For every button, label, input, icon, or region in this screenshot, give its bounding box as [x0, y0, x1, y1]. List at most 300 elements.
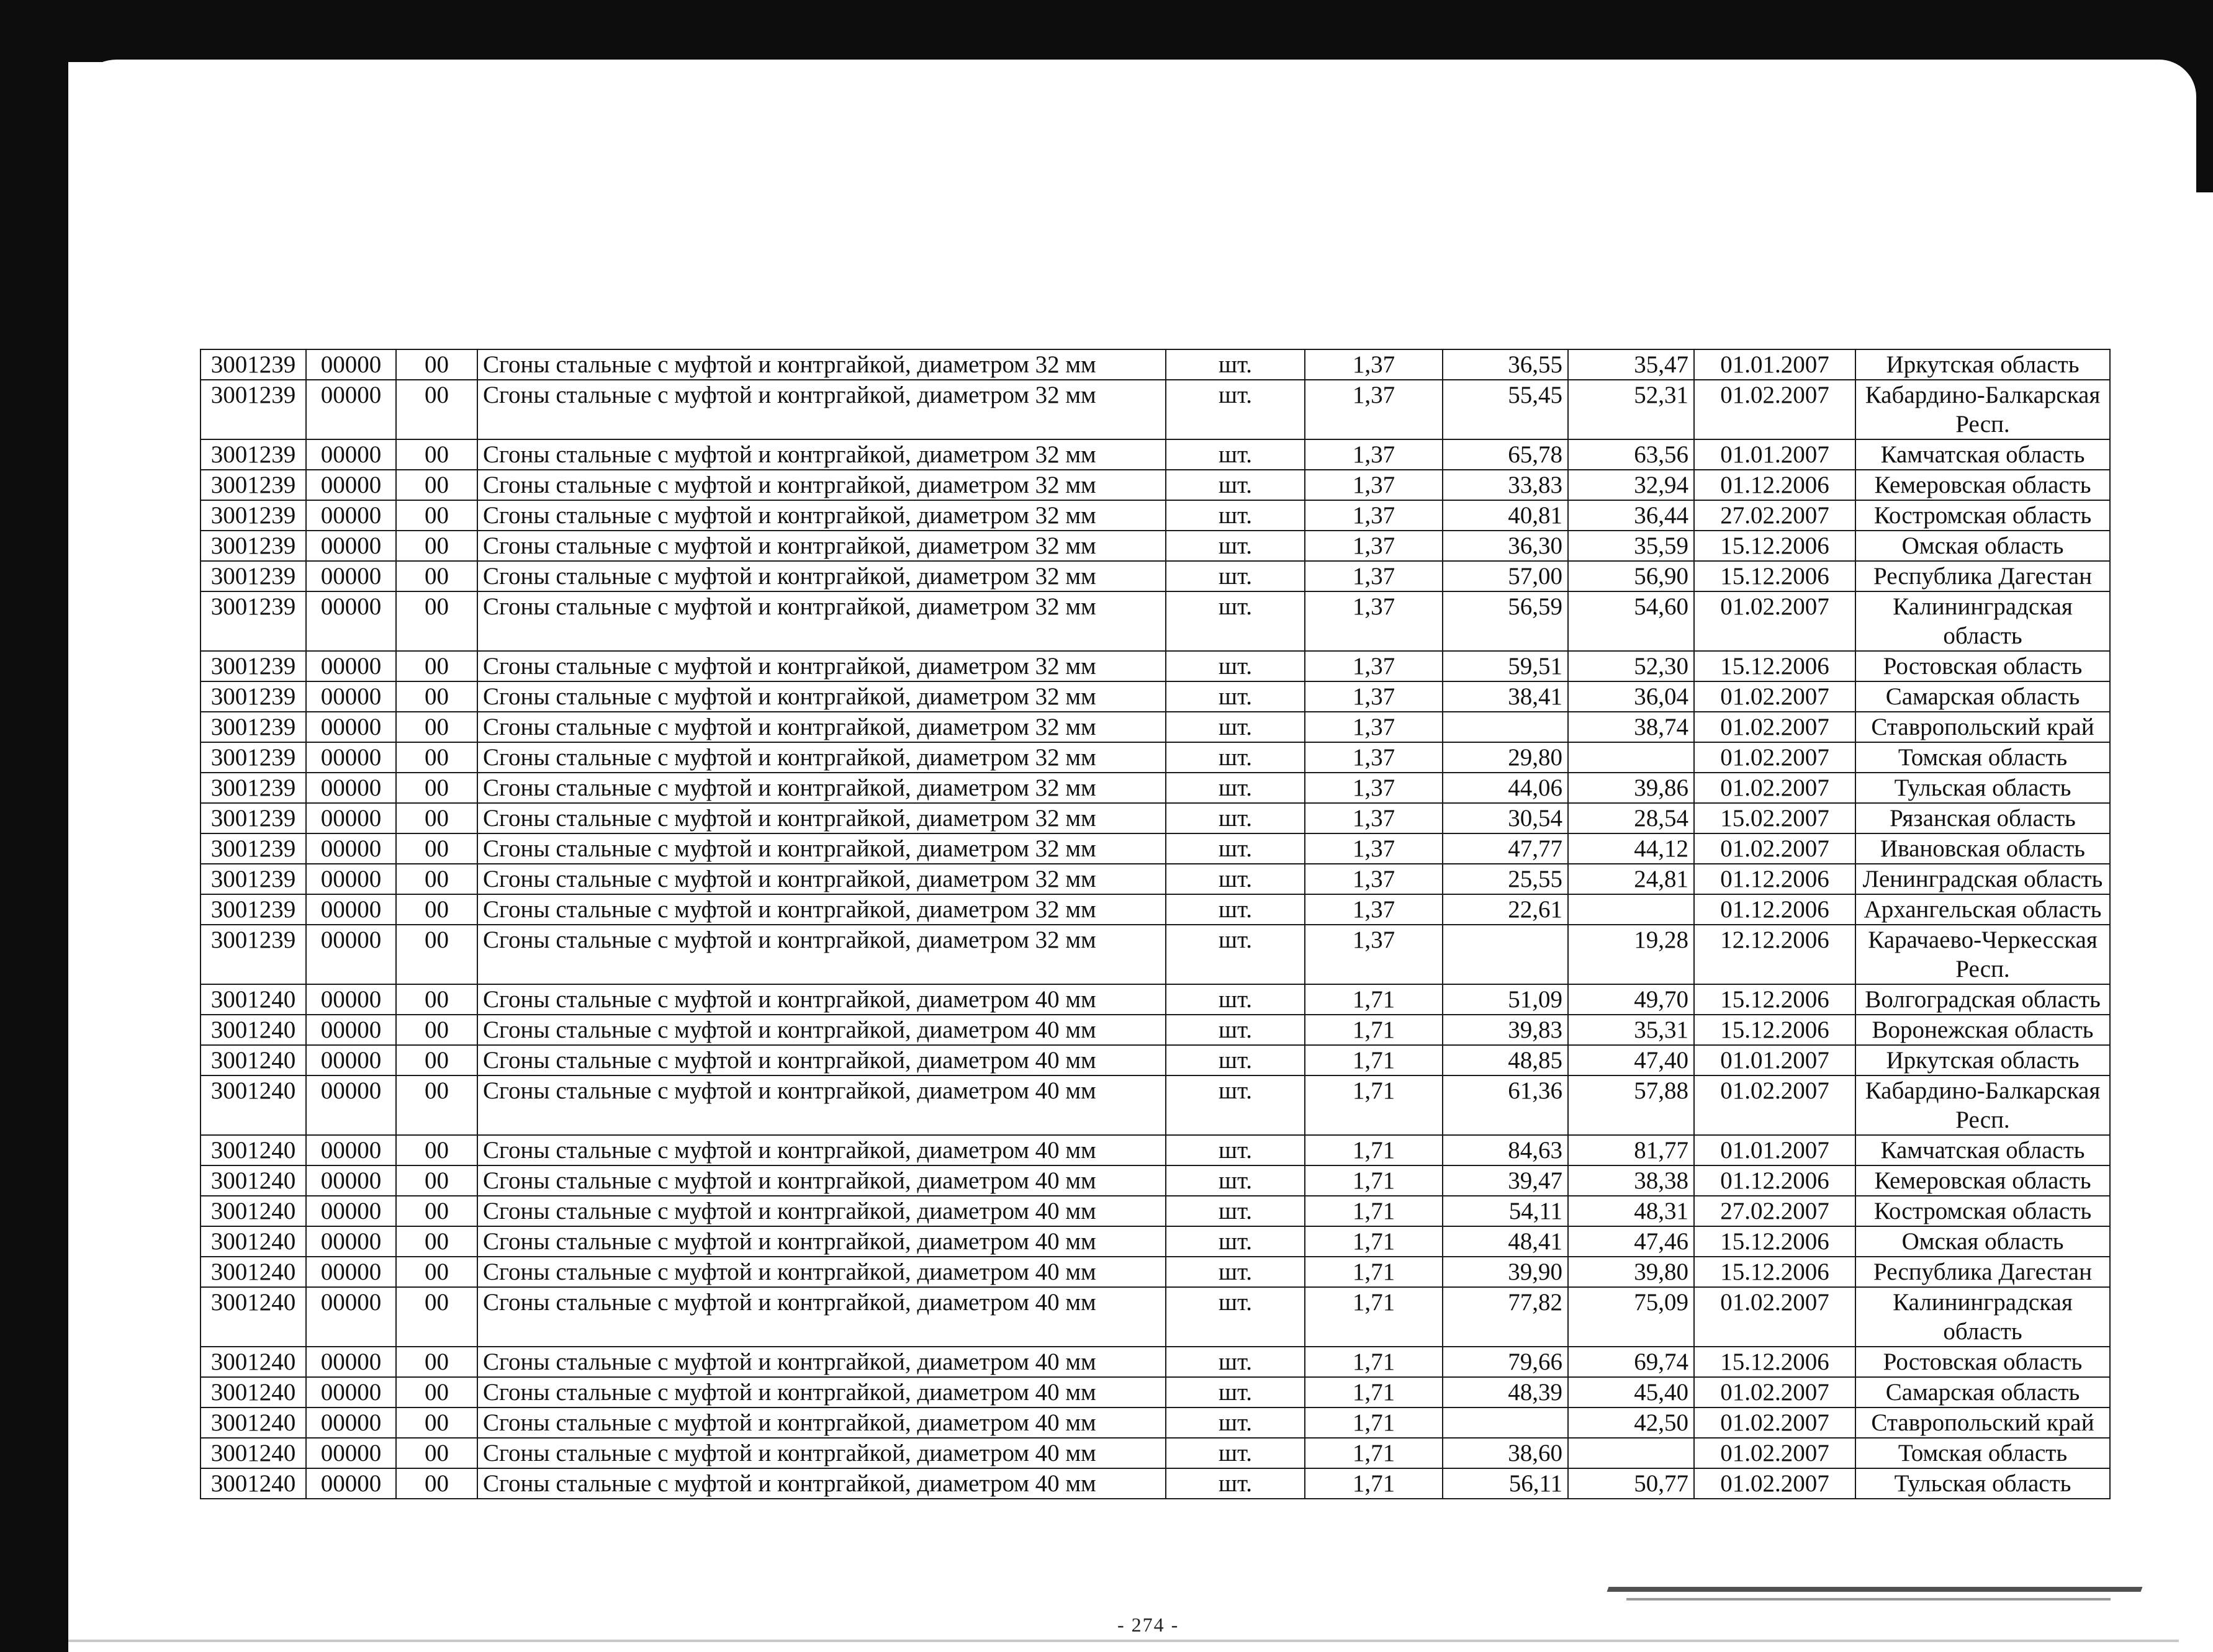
- cell-region: Омская область: [1855, 1226, 2110, 1257]
- cell-date: 27.02.2007: [1694, 1196, 1855, 1226]
- cell-coef: 1,71: [1305, 1226, 1443, 1257]
- cell-subcode: 00000: [306, 651, 396, 681]
- table-row: [201, 1287, 2110, 1347]
- cell-unit: шт.: [1166, 349, 1305, 380]
- cell-subcode: 00000: [306, 925, 396, 984]
- table-row: [201, 1347, 2110, 1377]
- cell-date: 15.12.2006: [1694, 984, 1855, 1015]
- table-row: [201, 742, 2110, 773]
- table-row: [201, 500, 2110, 531]
- cell-coef: 1,71: [1305, 1196, 1443, 1226]
- cell-subcode: 00000: [306, 712, 396, 742]
- cell-unit: шт.: [1166, 1377, 1305, 1407]
- cell-date: 01.02.2007: [1694, 742, 1855, 773]
- cell-unit: шт.: [1166, 1135, 1305, 1165]
- scan-border-top: [0, 0, 2213, 62]
- cell-region: Ленинградская область: [1855, 864, 2110, 894]
- cell-date: 15.02.2007: [1694, 803, 1855, 833]
- cell-price1: 47,77: [1443, 833, 1568, 864]
- cell-name: Сгоны стальные с муфтой и контргайкой, диаметром 32 мм: [477, 500, 1166, 531]
- cell-region: Камчатская область: [1855, 1135, 2110, 1165]
- cell-coef: 1,71: [1305, 1165, 1443, 1196]
- cell-unit: шт.: [1166, 1468, 1305, 1499]
- cell-price2: [1568, 742, 1694, 773]
- cell-price1: 36,55: [1443, 349, 1568, 380]
- cell-zero: 00: [396, 470, 477, 500]
- cell-date: 01.01.2007: [1694, 439, 1855, 470]
- cell-subcode: 00000: [306, 1347, 396, 1377]
- cell-coef: 1,71: [1305, 1468, 1443, 1499]
- cell-subcode: 00000: [306, 1257, 396, 1287]
- cell-code: 3001239: [201, 349, 306, 380]
- cell-code: 3001239: [201, 531, 306, 561]
- table-row: [201, 1438, 2110, 1468]
- cell-price1: 48,41: [1443, 1226, 1568, 1257]
- cell-region: Костромская область: [1855, 1196, 2110, 1226]
- cell-subcode: 00000: [306, 833, 396, 864]
- cell-coef: 1,71: [1305, 1015, 1443, 1045]
- table-row: [201, 591, 2110, 651]
- cell-code: 3001240: [201, 1468, 306, 1499]
- cell-region: Камчатская область: [1855, 439, 2110, 470]
- cell-coef: 1,71: [1305, 1347, 1443, 1377]
- cell-zero: 00: [396, 531, 477, 561]
- cell-zero: 00: [396, 651, 477, 681]
- cell-price2: 44,12: [1568, 833, 1694, 864]
- cell-price1: 33,83: [1443, 470, 1568, 500]
- cell-price2: 36,44: [1568, 500, 1694, 531]
- cell-region: Ростовская область: [1855, 651, 2110, 681]
- cell-code: 3001240: [201, 1075, 306, 1135]
- cell-price2: 50,77: [1568, 1468, 1694, 1499]
- cell-date: 12.12.2006: [1694, 925, 1855, 984]
- cell-price2: 24,81: [1568, 864, 1694, 894]
- cell-name: Сгоны стальные с муфтой и контргайкой, диаметром 32 мм: [477, 833, 1166, 864]
- cell-coef: 1,37: [1305, 380, 1443, 439]
- cell-zero: 00: [396, 1226, 477, 1257]
- cell-code: 3001240: [201, 1407, 306, 1438]
- cell-price2: 75,09: [1568, 1287, 1694, 1347]
- cell-region: Республика Дагестан: [1855, 561, 2110, 591]
- cell-coef: 1,37: [1305, 651, 1443, 681]
- cell-subcode: 00000: [306, 803, 396, 833]
- cell-date: 01.02.2007: [1694, 1075, 1855, 1135]
- cell-price1: [1443, 1407, 1568, 1438]
- table-row: [201, 1468, 2110, 1499]
- table-row: [201, 1165, 2110, 1196]
- cell-unit: шт.: [1166, 712, 1305, 742]
- cell-coef: 1,37: [1305, 833, 1443, 864]
- cell-price2: 32,94: [1568, 470, 1694, 500]
- cell-coef: 1,37: [1305, 925, 1443, 984]
- cell-subcode: 00000: [306, 681, 396, 712]
- cell-name: Сгоны стальные с муфтой и контргайкой, диаметром 40 мм: [477, 1045, 1166, 1075]
- cell-price2: 45,40: [1568, 1377, 1694, 1407]
- cell-price1: 55,45: [1443, 380, 1568, 439]
- cell-price2: 57,88: [1568, 1075, 1694, 1135]
- cell-date: 01.12.2006: [1694, 894, 1855, 925]
- cell-zero: 00: [396, 712, 477, 742]
- cell-date: 15.12.2006: [1694, 651, 1855, 681]
- cell-date: 01.02.2007: [1694, 833, 1855, 864]
- table-row: [201, 894, 2110, 925]
- cell-zero: 00: [396, 1196, 477, 1226]
- cell-price1: 79,66: [1443, 1347, 1568, 1377]
- cell-name: Сгоны стальные с муфтой и контргайкой, диаметром 32 мм: [477, 925, 1166, 984]
- cell-coef: 1,37: [1305, 864, 1443, 894]
- cell-price1: 36,30: [1443, 531, 1568, 561]
- cell-code: 3001239: [201, 561, 306, 591]
- cell-code: 3001240: [201, 1347, 306, 1377]
- cell-zero: 00: [396, 925, 477, 984]
- cell-price1: 48,85: [1443, 1045, 1568, 1075]
- cell-name: Сгоны стальные с муфтой и контргайкой, диаметром 32 мм: [477, 864, 1166, 894]
- cell-price1: 22,61: [1443, 894, 1568, 925]
- cell-coef: 1,37: [1305, 439, 1443, 470]
- cell-price1: 84,63: [1443, 1135, 1568, 1165]
- cell-region: Карачаево-Черкесская Респ.: [1855, 925, 2110, 984]
- cell-region: Ставропольский край: [1855, 712, 2110, 742]
- cell-date: 01.12.2006: [1694, 470, 1855, 500]
- cell-region: Иркутская область: [1855, 349, 2110, 380]
- cell-region: Кемеровская область: [1855, 1165, 2110, 1196]
- table-row: [201, 773, 2110, 803]
- cell-subcode: 00000: [306, 500, 396, 531]
- cell-unit: шт.: [1166, 591, 1305, 651]
- cell-code: 3001240: [201, 1135, 306, 1165]
- cell-price2: 35,59: [1568, 531, 1694, 561]
- cell-coef: 1,71: [1305, 1287, 1443, 1347]
- cell-code: 3001239: [201, 681, 306, 712]
- cell-coef: 1,37: [1305, 561, 1443, 591]
- cell-region: Костромская область: [1855, 500, 2110, 531]
- cell-subcode: 00000: [306, 531, 396, 561]
- cell-name: Сгоны стальные с муфтой и контргайкой, диаметром 40 мм: [477, 984, 1166, 1015]
- cell-subcode: 00000: [306, 1226, 396, 1257]
- table-row: [201, 1257, 2110, 1287]
- cell-price2: 36,04: [1568, 681, 1694, 712]
- cell-price2: 56,90: [1568, 561, 1694, 591]
- cell-name: Сгоны стальные с муфтой и контргайкой, диаметром 32 мм: [477, 894, 1166, 925]
- cell-name: Сгоны стальные с муфтой и контргайкой, диаметром 32 мм: [477, 380, 1166, 439]
- table-row: [201, 349, 2110, 380]
- cell-price2: 52,30: [1568, 651, 1694, 681]
- cell-name: Сгоны стальные с муфтой и контргайкой, диаметром 32 мм: [477, 651, 1166, 681]
- ink-mark: [1607, 1587, 2143, 1592]
- cell-code: 3001240: [201, 1257, 306, 1287]
- cell-code: 3001239: [201, 591, 306, 651]
- cell-date: 15.12.2006: [1694, 561, 1855, 591]
- table-row: [201, 651, 2110, 681]
- cell-unit: шт.: [1166, 380, 1305, 439]
- cell-coef: 1,37: [1305, 712, 1443, 742]
- cell-zero: 00: [396, 1075, 477, 1135]
- cell-coef: 1,71: [1305, 1257, 1443, 1287]
- cell-subcode: 00000: [306, 984, 396, 1015]
- cell-price1: 77,82: [1443, 1287, 1568, 1347]
- table-row: [201, 864, 2110, 894]
- cell-zero: 00: [396, 439, 477, 470]
- cell-name: Сгоны стальные с муфтой и контргайкой, диаметром 40 мм: [477, 1347, 1166, 1377]
- cell-code: 3001240: [201, 1196, 306, 1226]
- cell-name: Сгоны стальные с муфтой и контргайкой, диаметром 32 мм: [477, 681, 1166, 712]
- cell-zero: 00: [396, 1135, 477, 1165]
- table-row: [201, 470, 2110, 500]
- cell-subcode: 00000: [306, 349, 396, 380]
- table-row: [201, 1045, 2110, 1075]
- cell-date: 01.12.2006: [1694, 1165, 1855, 1196]
- cell-code: 3001239: [201, 773, 306, 803]
- table-row: [201, 380, 2110, 439]
- cell-coef: 1,37: [1305, 803, 1443, 833]
- table-row: [201, 439, 2110, 470]
- cell-coef: 1,71: [1305, 1377, 1443, 1407]
- cell-coef: 1,37: [1305, 470, 1443, 500]
- table-row: [201, 1226, 2110, 1257]
- table-row: [201, 1377, 2110, 1407]
- cell-unit: шт.: [1166, 1045, 1305, 1075]
- table-row: [201, 803, 2110, 833]
- cell-price2: 63,56: [1568, 439, 1694, 470]
- cell-price2: 69,74: [1568, 1347, 1694, 1377]
- cell-name: Сгоны стальные с муфтой и контргайкой, диаметром 32 мм: [477, 591, 1166, 651]
- cell-name: Сгоны стальные с муфтой и контргайкой, диаметром 32 мм: [477, 712, 1166, 742]
- table-row: [201, 833, 2110, 864]
- cell-code: 3001239: [201, 500, 306, 531]
- cell-unit: шт.: [1166, 651, 1305, 681]
- cell-price2: 47,40: [1568, 1045, 1694, 1075]
- cell-price2: 42,50: [1568, 1407, 1694, 1438]
- cell-zero: 00: [396, 1347, 477, 1377]
- cell-price1: 30,54: [1443, 803, 1568, 833]
- cell-code: 3001239: [201, 439, 306, 470]
- cell-price2: 81,77: [1568, 1135, 1694, 1165]
- cell-region: Самарская область: [1855, 681, 2110, 712]
- price-table: [200, 349, 2111, 1499]
- cell-unit: шт.: [1166, 773, 1305, 803]
- cell-zero: 00: [396, 833, 477, 864]
- cell-region: Воронежская область: [1855, 1015, 2110, 1045]
- cell-price2: 48,31: [1568, 1196, 1694, 1226]
- cell-coef: 1,37: [1305, 773, 1443, 803]
- cell-name: Сгоны стальные с муфтой и контргайкой, диаметром 40 мм: [477, 1438, 1166, 1468]
- cell-name: Сгоны стальные с муфтой и контргайкой, диаметром 32 мм: [477, 803, 1166, 833]
- cell-region: Иркутская область: [1855, 1045, 2110, 1075]
- cell-region: Кабардино-Балкарская Респ.: [1855, 380, 2110, 439]
- cell-date: 01.02.2007: [1694, 773, 1855, 803]
- cell-coef: 1,71: [1305, 1075, 1443, 1135]
- cell-date: 01.01.2007: [1694, 1135, 1855, 1165]
- table-row: [201, 1196, 2110, 1226]
- cell-date: 15.12.2006: [1694, 1015, 1855, 1045]
- cell-unit: шт.: [1166, 833, 1305, 864]
- cell-unit: шт.: [1166, 925, 1305, 984]
- cell-price2: 39,86: [1568, 773, 1694, 803]
- cell-date: 01.02.2007: [1694, 380, 1855, 439]
- cell-unit: шт.: [1166, 894, 1305, 925]
- cell-region: Омская область: [1855, 531, 2110, 561]
- scan-bottom-edge: [68, 1640, 2179, 1642]
- cell-unit: шт.: [1166, 1015, 1305, 1045]
- cell-subcode: 00000: [306, 1377, 396, 1407]
- cell-unit: шт.: [1166, 1075, 1305, 1135]
- cell-name: Сгоны стальные с муфтой и контргайкой, диаметром 32 мм: [477, 531, 1166, 561]
- cell-zero: 00: [396, 894, 477, 925]
- cell-code: 3001240: [201, 1287, 306, 1347]
- cell-coef: 1,37: [1305, 742, 1443, 773]
- cell-unit: шт.: [1166, 1407, 1305, 1438]
- cell-code: 3001240: [201, 984, 306, 1015]
- cell-unit: шт.: [1166, 681, 1305, 712]
- cell-coef: 1,37: [1305, 591, 1443, 651]
- cell-price1: 51,09: [1443, 984, 1568, 1015]
- cell-coef: 1,37: [1305, 894, 1443, 925]
- table-row: [201, 712, 2110, 742]
- cell-name: Сгоны стальные с муфтой и контргайкой, диаметром 32 мм: [477, 470, 1166, 500]
- cell-price1: 29,80: [1443, 742, 1568, 773]
- cell-region: Тульская область: [1855, 1468, 2110, 1499]
- cell-code: 3001240: [201, 1015, 306, 1045]
- cell-subcode: 00000: [306, 1468, 396, 1499]
- cell-zero: 00: [396, 349, 477, 380]
- cell-date: 01.02.2007: [1694, 712, 1855, 742]
- cell-unit: шт.: [1166, 500, 1305, 531]
- cell-unit: шт.: [1166, 1347, 1305, 1377]
- cell-subcode: 00000: [306, 894, 396, 925]
- cell-unit: шт.: [1166, 1438, 1305, 1468]
- cell-zero: 00: [396, 1045, 477, 1075]
- cell-price2: 28,54: [1568, 803, 1694, 833]
- cell-price1: 59,51: [1443, 651, 1568, 681]
- cell-unit: шт.: [1166, 864, 1305, 894]
- cell-region: Тульская область: [1855, 773, 2110, 803]
- page-number: - 274 -: [1117, 1614, 1179, 1636]
- cell-code: 3001239: [201, 742, 306, 773]
- cell-subcode: 00000: [306, 864, 396, 894]
- table-body: [201, 349, 2110, 1499]
- cell-zero: 00: [396, 1287, 477, 1347]
- cell-coef: 1,37: [1305, 531, 1443, 561]
- cell-name: Сгоны стальные с муфтой и контргайкой, диаметром 40 мм: [477, 1407, 1166, 1438]
- cell-subcode: 00000: [306, 773, 396, 803]
- cell-price1: 40,81: [1443, 500, 1568, 531]
- cell-subcode: 00000: [306, 591, 396, 651]
- cell-name: Сгоны стальные с муфтой и контргайкой, диаметром 40 мм: [477, 1165, 1166, 1196]
- cell-region: Кемеровская область: [1855, 470, 2110, 500]
- cell-price2: 35,31: [1568, 1015, 1694, 1045]
- cell-name: Сгоны стальные с муфтой и контргайкой, диаметром 32 мм: [477, 439, 1166, 470]
- cell-date: 01.02.2007: [1694, 1377, 1855, 1407]
- cell-subcode: 00000: [306, 561, 396, 591]
- cell-zero: 00: [396, 984, 477, 1015]
- cell-coef: 1,37: [1305, 681, 1443, 712]
- cell-date: 01.01.2007: [1694, 349, 1855, 380]
- cell-price2: 19,28: [1568, 925, 1694, 984]
- cell-code: 3001239: [201, 925, 306, 984]
- cell-coef: 1,71: [1305, 984, 1443, 1015]
- cell-date: 15.12.2006: [1694, 1226, 1855, 1257]
- cell-code: 3001240: [201, 1045, 306, 1075]
- cell-name: Сгоны стальные с муфтой и контргайкой, диаметром 40 мм: [477, 1015, 1166, 1045]
- cell-coef: 1,71: [1305, 1135, 1443, 1165]
- cell-price2: 49,70: [1568, 984, 1694, 1015]
- cell-region: Ставропольский край: [1855, 1407, 2110, 1438]
- cell-unit: шт.: [1166, 1257, 1305, 1287]
- cell-price1: 57,00: [1443, 561, 1568, 591]
- cell-zero: 00: [396, 1257, 477, 1287]
- cell-price1: 39,90: [1443, 1257, 1568, 1287]
- cell-name: Сгоны стальные с муфтой и контргайкой, диаметром 40 мм: [477, 1075, 1166, 1135]
- cell-region: Калининградская область: [1855, 1287, 2110, 1347]
- cell-region: Самарская область: [1855, 1377, 2110, 1407]
- cell-coef: 1,71: [1305, 1045, 1443, 1075]
- cell-zero: 00: [396, 803, 477, 833]
- cell-region: Ивановская область: [1855, 833, 2110, 864]
- cell-price2: 39,80: [1568, 1257, 1694, 1287]
- cell-price1: 44,06: [1443, 773, 1568, 803]
- cell-name: Сгоны стальные с муфтой и контргайкой, диаметром 32 мм: [477, 561, 1166, 591]
- cell-price2: 35,47: [1568, 349, 1694, 380]
- cell-subcode: 00000: [306, 1438, 396, 1468]
- cell-zero: 00: [396, 1407, 477, 1438]
- cell-region: Кабардино-Балкарская Респ.: [1855, 1075, 2110, 1135]
- cell-zero: 00: [396, 1438, 477, 1468]
- cell-zero: 00: [396, 742, 477, 773]
- scan-border-left: [0, 0, 68, 1652]
- cell-unit: шт.: [1166, 803, 1305, 833]
- cell-price2: [1568, 894, 1694, 925]
- cell-price1: 39,83: [1443, 1015, 1568, 1045]
- cell-unit: шт.: [1166, 742, 1305, 773]
- cell-subcode: 00000: [306, 1135, 396, 1165]
- cell-unit: шт.: [1166, 439, 1305, 470]
- cell-zero: 00: [396, 681, 477, 712]
- cell-code: 3001239: [201, 894, 306, 925]
- cell-zero: 00: [396, 1165, 477, 1196]
- cell-name: Сгоны стальные с муфтой и контргайкой, диаметром 32 мм: [477, 773, 1166, 803]
- cell-unit: шт.: [1166, 1287, 1305, 1347]
- cell-region: Республика Дагестан: [1855, 1257, 2110, 1287]
- cell-price1: 56,59: [1443, 591, 1568, 651]
- cell-price1: [1443, 712, 1568, 742]
- cell-price1: [1443, 925, 1568, 984]
- cell-unit: шт.: [1166, 561, 1305, 591]
- cell-code: 3001239: [201, 803, 306, 833]
- cell-name: Сгоны стальные с муфтой и контргайкой, диаметром 40 мм: [477, 1135, 1166, 1165]
- cell-price1: 65,78: [1443, 439, 1568, 470]
- table-row: [201, 925, 2110, 984]
- table-row: [201, 1135, 2110, 1165]
- cell-zero: 00: [396, 380, 477, 439]
- cell-name: Сгоны стальные с муфтой и контргайкой, диаметром 40 мм: [477, 1468, 1166, 1499]
- cell-date: 01.01.2007: [1694, 1045, 1855, 1075]
- table-row: [201, 1407, 2110, 1438]
- cell-price1: 61,36: [1443, 1075, 1568, 1135]
- cell-code: 3001240: [201, 1377, 306, 1407]
- ink-mark-faint: [1626, 1598, 2111, 1600]
- cell-price1: 56,11: [1443, 1468, 1568, 1499]
- cell-subcode: 00000: [306, 439, 396, 470]
- cell-zero: 00: [396, 773, 477, 803]
- cell-subcode: 00000: [306, 1196, 396, 1226]
- cell-price2: 47,46: [1568, 1226, 1694, 1257]
- cell-name: Сгоны стальные с муфтой и контргайкой, диаметром 32 мм: [477, 742, 1166, 773]
- cell-code: 3001240: [201, 1165, 306, 1196]
- cell-zero: 00: [396, 591, 477, 651]
- cell-subcode: 00000: [306, 1015, 396, 1045]
- cell-unit: шт.: [1166, 1196, 1305, 1226]
- cell-region: Ростовская область: [1855, 1347, 2110, 1377]
